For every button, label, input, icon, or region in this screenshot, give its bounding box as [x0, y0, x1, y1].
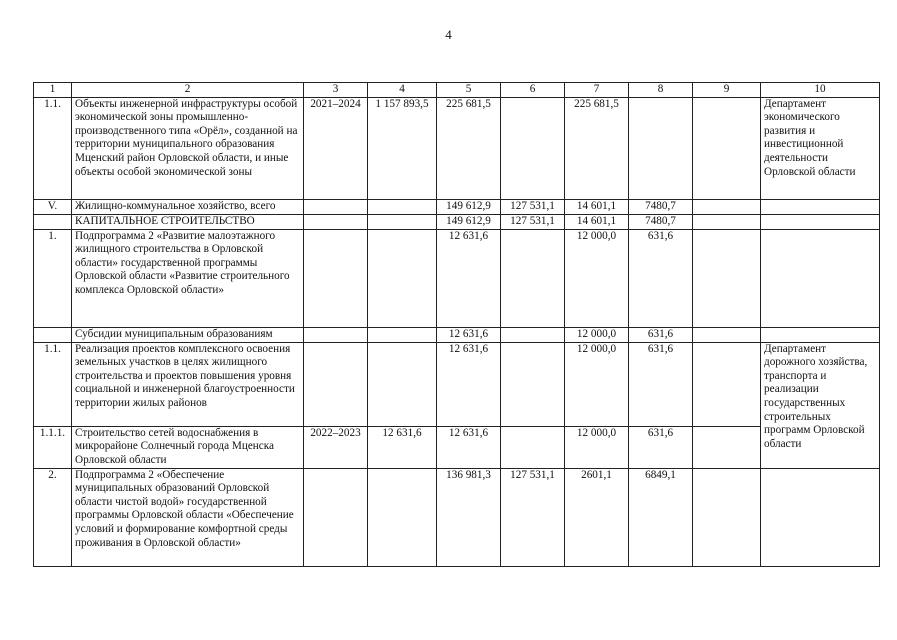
row-cell: 12 631,6: [437, 426, 501, 468]
row-cell: 631,6: [629, 327, 693, 342]
row-cell: 1 157 893,5: [368, 97, 437, 199]
column-header: 3: [304, 83, 368, 98]
row-cell: [501, 229, 565, 327]
row-cell: [693, 214, 761, 229]
row-cell: [693, 342, 761, 426]
row-cell: 631,6: [629, 426, 693, 468]
table-row: [34, 199, 880, 214]
row-cell: [693, 229, 761, 327]
column-header: 4: [368, 83, 437, 98]
row-cell: [368, 199, 437, 214]
row-period: [304, 468, 368, 566]
row-name: Объекты инженерной инфраструктуры особой экономической зоны промышленно-производственного типа «Орёл», созданной на территории муниципального образования Мценский район Орловской области, и иные объекты особой экономической зоны: [72, 97, 304, 199]
row-cell: [368, 327, 437, 342]
row-cell: 136 981,3: [437, 468, 501, 566]
row-cell: 12 000,0: [565, 229, 629, 327]
row-cell: 127 531,1: [501, 199, 565, 214]
row-cell: [501, 97, 565, 199]
row-cell: 6849,1: [629, 468, 693, 566]
column-header: 2: [72, 83, 304, 98]
column-header: 7: [565, 83, 629, 98]
row-cell: [693, 97, 761, 199]
row-number: 1.: [34, 229, 72, 327]
row-department: [761, 229, 880, 327]
row-cell: [501, 342, 565, 426]
table-row: [34, 342, 880, 426]
row-department: Департамент дорожного хозяйства, транспорта и реализации государственных строительных программ Орловской области: [761, 342, 880, 468]
row-cell: 631,6: [629, 229, 693, 327]
row-cell: 12 631,6: [437, 342, 501, 426]
row-cell: 2601,1: [565, 468, 629, 566]
row-period: 2022–2023: [304, 426, 368, 468]
row-name: Жилищно-коммунальное хозяйство, всего: [72, 199, 304, 214]
page-number: 4: [445, 27, 452, 42]
row-number: 1.1.: [34, 342, 72, 426]
row-name: Субсидии муниципальным образованиям: [72, 327, 304, 342]
table-row: [34, 214, 880, 229]
table-row: [34, 229, 880, 327]
row-name: Подпрограмма 2 «Обеспечение муниципальных образований Орловской области чистой водой» государственной программы Орловской области «Обеспечение условий и формирование комфортной среды проживания в Орловской области»: [72, 468, 304, 566]
column-header: 8: [629, 83, 693, 98]
row-period: 2021–2024: [304, 97, 368, 199]
row-cell: 631,6: [629, 342, 693, 426]
row-cell: [368, 468, 437, 566]
column-header: 10: [761, 83, 880, 98]
table-header-row: [34, 83, 880, 98]
row-cell: 12 000,0: [565, 342, 629, 426]
row-number: 1.1.1.: [34, 426, 72, 468]
row-period: [304, 199, 368, 214]
column-header: 6: [501, 83, 565, 98]
row-cell: [501, 327, 565, 342]
row-period: [304, 229, 368, 327]
row-department: [761, 199, 880, 214]
row-number: 2.: [34, 468, 72, 566]
row-department: [761, 214, 880, 229]
row-period: [304, 342, 368, 426]
row-cell: 127 531,1: [501, 468, 565, 566]
row-cell: [693, 468, 761, 566]
column-header: 5: [437, 83, 501, 98]
row-cell: [368, 342, 437, 426]
row-cell: [693, 199, 761, 214]
row-cell: 12 631,6: [437, 327, 501, 342]
row-name: Подпрограмма 2 «Развитие малоэтажного жилищного строительства в Орловской области» государственной программы Орловской области «Развитие строительного комплекса Орловской области»: [72, 229, 304, 327]
row-cell: [693, 426, 761, 468]
row-cell: 127 531,1: [501, 214, 565, 229]
row-cell: 225 681,5: [437, 97, 501, 199]
row-cell: [368, 229, 437, 327]
row-name: Реализация проектов комплексного освоения земельных участков в целях жилищного строительства и проектов повышения уровня социальной и инженерной благоустроенности территории жилых районов: [72, 342, 304, 426]
table-row: [34, 468, 880, 566]
row-cell: 14 601,1: [565, 199, 629, 214]
row-period: [304, 214, 368, 229]
row-cell: [501, 426, 565, 468]
row-cell: 149 612,9: [437, 199, 501, 214]
column-header: 9: [693, 83, 761, 98]
row-cell: 12 000,0: [565, 327, 629, 342]
table-row: [34, 426, 880, 468]
column-header: 1: [34, 83, 72, 98]
row-cell: [693, 327, 761, 342]
row-number: [34, 327, 72, 342]
row-cell: [368, 214, 437, 229]
row-department: [761, 468, 880, 566]
row-cell: 12 000,0: [565, 426, 629, 468]
row-cell: 225 681,5: [565, 97, 629, 199]
budget-table: [33, 82, 880, 567]
table-row: [34, 97, 880, 199]
table-row: [34, 327, 880, 342]
row-cell: [629, 97, 693, 199]
row-cell: 12 631,6: [437, 229, 501, 327]
row-number: [34, 214, 72, 229]
row-number: 1.1.: [34, 97, 72, 199]
row-period: [304, 327, 368, 342]
row-cell: 7480,7: [629, 214, 693, 229]
row-cell: 14 601,1: [565, 214, 629, 229]
row-cell: 149 612,9: [437, 214, 501, 229]
row-cell: 12 631,6: [368, 426, 437, 468]
row-cell: 7480,7: [629, 199, 693, 214]
row-name: Строительство сетей водоснабжения в микрорайоне Солнечный города Мценска Орловской области: [72, 426, 304, 468]
row-name: КАПИТАЛЬНОЕ СТРОИТЕЛЬСТВО: [72, 214, 304, 229]
row-department: [761, 327, 880, 342]
row-number: V.: [34, 199, 72, 214]
row-department: Департамент экономического развития и инвестиционной деятельности Орловской области: [761, 97, 880, 199]
